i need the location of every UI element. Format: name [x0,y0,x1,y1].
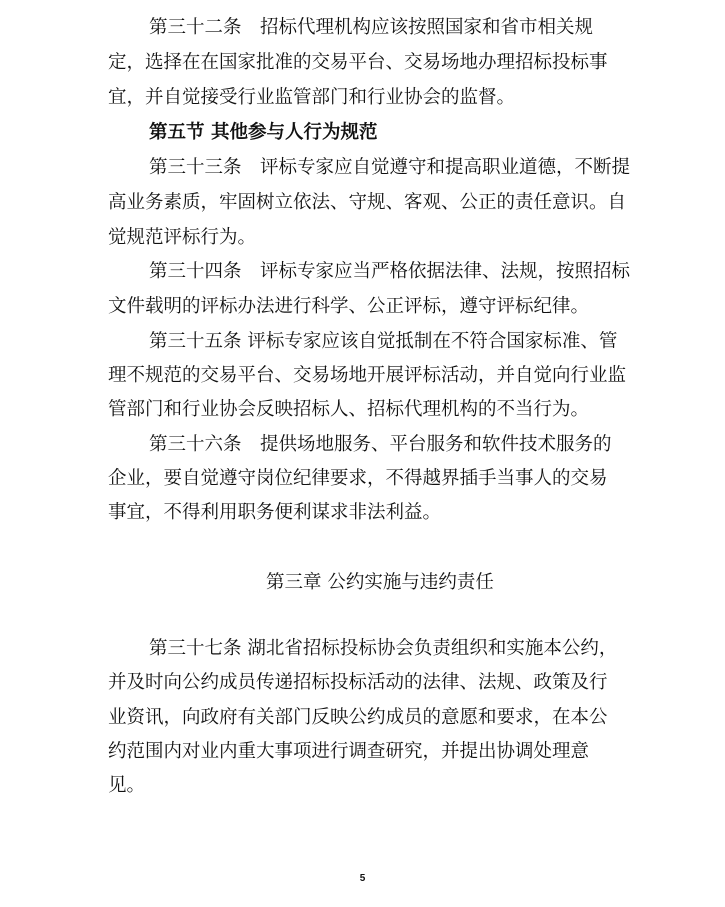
article-33-line-1: 第三十三条 评标专家应自觉遵守和提高职业道德，不断提 [149,157,631,178]
article-37-line-5: 见。 [108,775,146,796]
article-37-line-3: 业资讯，向政府有关部门反映公约成员的意愿和要求，在本公 [108,707,608,728]
section-5-heading: 第五节 其他参与人行为规范 [149,122,378,143]
article-36-line-3: 事宜，不得利用职务便利谋求非法利益。 [108,502,442,523]
article-35-line-1: 第三十五条 评标专家应该自觉抵制在不符合国家标准、管 [149,331,618,352]
article-32-line-2: 定，选择在在国家批准的交易平台、交易场地办理招标投标事 [108,52,608,73]
article-37-line-1: 第三十七条 湖北省招标投标协会负责组织和实施本公约， [149,638,618,659]
article-34-line-1: 第三十四条 评标专家应当严格依据法律、法规，按照招标 [149,261,631,282]
article-35-line-2: 理不规范的交易平台、交易场地开展评标活动，并自觉向行业监 [108,365,627,386]
article-34-line-2: 文件载明的评标办法进行科学、公正评标，遵守评标纪律。 [108,296,590,317]
chapter-3-heading: 第三章 公约实施与违约责任 [266,572,494,593]
article-36-line-2: 企业，要自觉遵守岗位纪律要求，不得越界插手当事人的交易 [108,468,608,489]
article-33-line-2: 高业务素质，牢固树立依法、守规、客观、公正的责任意识。自 [108,192,627,213]
page-number: 5 [359,873,366,884]
article-37-line-4: 约范围内对业内重大事项进行调查研究，并提出协调处理意 [108,741,590,762]
article-37-line-2: 并及时向公约成员传递招标投标活动的法律、法规、政策及行 [108,672,608,693]
article-32-line-1: 第三十二条 招标代理机构应该按照国家和省市相关规 [149,17,594,38]
article-35-line-3: 管部门和行业协会反映招标人、招标代理机构的不当行为。 [108,399,590,420]
article-33-line-3: 觉规范评标行为。 [108,227,257,248]
article-32-line-3: 宜，并自觉接受行业监管部门和行业协会的监督。 [108,87,516,108]
article-36-line-1: 第三十六条 提供场地服务、平台服务和软件技术服务的 [149,434,612,455]
